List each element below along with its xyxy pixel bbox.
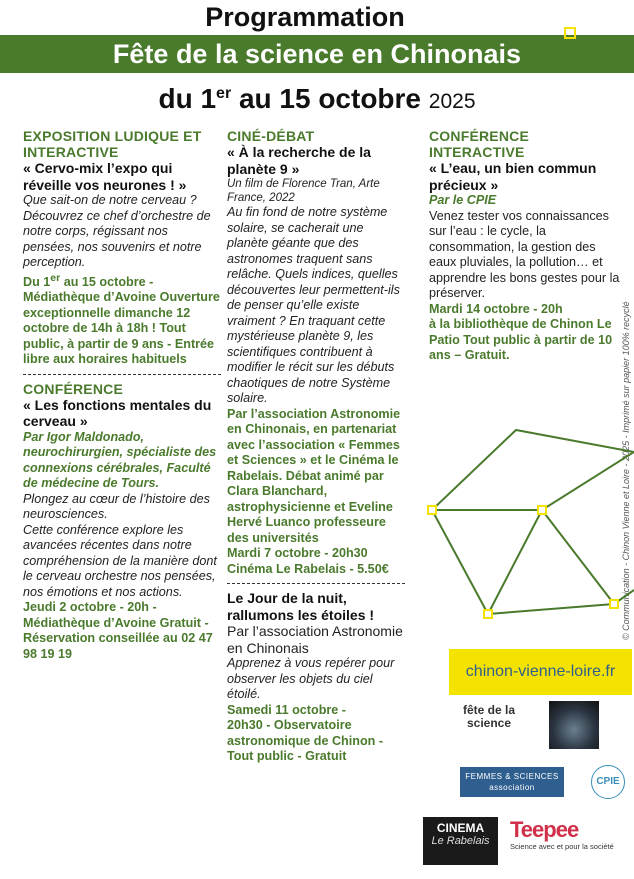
column-right — [429, 128, 625, 364]
network-decoration — [420, 410, 634, 640]
event-film-credit: Un film de Florence Tran, Arte France, 2022 — [227, 178, 380, 204]
event-category: EXPOSITION LUDIQUE ET INTERACTIVE — [23, 128, 202, 160]
event-date: Jeudi 2 octobre - 20h - — [23, 600, 157, 615]
column-middle — [227, 128, 405, 765]
event-title: Le Jour de la nuit, rallumons les étoiles ! — [227, 590, 375, 623]
event-description: Au fin fond de notre système solaire, se cacherait une planète géante que des astronomes traquent sans relâche. Quels indices, quelles découvertes leur permettent-ils de penser qu’elle existe vraiment ? En traquant cette mystérieuse planète 9, les scientifiques contribuent à modifier le récit sur les débuts chaotiques de notre Système solaire. — [227, 205, 400, 405]
dashed-divider — [23, 374, 221, 375]
dashed-divider — [227, 583, 405, 584]
event-details: Médiathèque d’Avoine Gratuit - Réservation conseillée au 02 47 98 19 19 — [23, 615, 213, 661]
title-event-name: Fête de la science en Chinonais — [112, 39, 522, 69]
credit-text: © Communication - Chinon Vienne et Loire - 2025 - Imprimé sur papier 100% recyclé — [621, 301, 631, 640]
event-title: « À la recherche de la planète 9 » — [227, 144, 371, 177]
event-organizer: Par l’association Astronomie en Chinonais, en partenariat avec l’association « Femmes et Sciences » et le Cinéma le Rabelais. Débat animé par Clara Blanchard, astrophysicienne et Eveline Hervé Luanco professeure des universités — [227, 406, 401, 545]
observatory-photo — [549, 701, 599, 749]
event-description: Apprenez à vous repérer pour observer les objets du ciel étoilé. — [227, 656, 395, 701]
event-date: Mardi 14 octobre - 20h — [429, 301, 563, 316]
event-date: Samedi 11 octobre - — [227, 702, 346, 717]
event-description: Venez tester vos connaissances sur l’eau : le cycle, la consommation, la gestion des eaux pluviales, la pollution… et apprendre les bons gestes pour la préserver. — [429, 208, 620, 300]
event-date: Mardi 7 octobre - 20h30 — [227, 546, 368, 560]
femmes-et-sciences-logo: FEMMES & SCIENCES association — [460, 767, 564, 797]
event-details: Médiathèque d’Avoine Ouverture exceptionnelle dimanche 12 octobre de 14h à 18h ! Tout public, à partir de 9 ans - Entrée libre aux horaires habituels — [23, 290, 220, 367]
event-speaker: Par Igor Maldonado, neurochirurgien, spécialiste des connexions cérébrales, Faculté de médecine de Tours. — [23, 429, 217, 491]
fete-de-la-science-logo: fête de la science — [462, 703, 516, 730]
event-description: Plongez au cœur de l’histoire des neurosciences. — [23, 491, 210, 522]
event-date: Du 1er au 15 octobre - — [23, 271, 154, 289]
title-programmation: Programmation — [205, 2, 405, 32]
event-title: « Les fonctions mentales du cerveau » — [23, 396, 212, 430]
teepee-logo: Teepee Science avec et pour la société — [510, 817, 614, 851]
event-organizer: Par le CPIE — [429, 193, 497, 207]
event-description: Cette conférence explore les avancées récentes dans notre compréhension de la manière dont le cerveau orchestre nos pensées, nos émotions et nos actions. — [23, 522, 217, 599]
event-details: Cinéma Le Rabelais - 5.50€ — [227, 561, 389, 576]
cinema-le-rabelais-logo: CINEMA Le Rabelais — [423, 817, 498, 865]
event-category: CONFÉRENCE — [23, 380, 124, 397]
event-category: CINÉ-DÉBAT — [227, 128, 315, 144]
yellow-square-decoration — [564, 27, 576, 39]
event-title: « L’eau, un bien commun précieux » — [429, 160, 597, 193]
cpie-logo: CPIE — [591, 765, 625, 799]
event-details: à la bibliothèque de Chinon Le Patio Tout public à partir de 10 ans – Gratuit. — [429, 317, 613, 362]
title-dates: du 1er au 15 octobre 2025 — [158, 83, 476, 114]
event-organizer: Par l’association Astronomie en Chinonais — [227, 623, 403, 656]
event-category: CONFÉRENCE INTERACTIVE — [429, 128, 530, 160]
website-link[interactable]: chinon-vienne-loire.fr — [449, 649, 632, 695]
event-description: Que sait-on de notre cerveau ? Découvrez ce chef d’orchestre de notre corps, régissant nos pensées, nos souvenirs et notre perception. — [23, 193, 211, 269]
event-title: « Cervo-mix l’expo qui réveille vos neurones ! » — [23, 160, 187, 193]
column-left — [23, 128, 221, 662]
event-details: 20h30 - Observatoire astronomique de Chinon - Tout public - Gratuit — [227, 718, 384, 763]
